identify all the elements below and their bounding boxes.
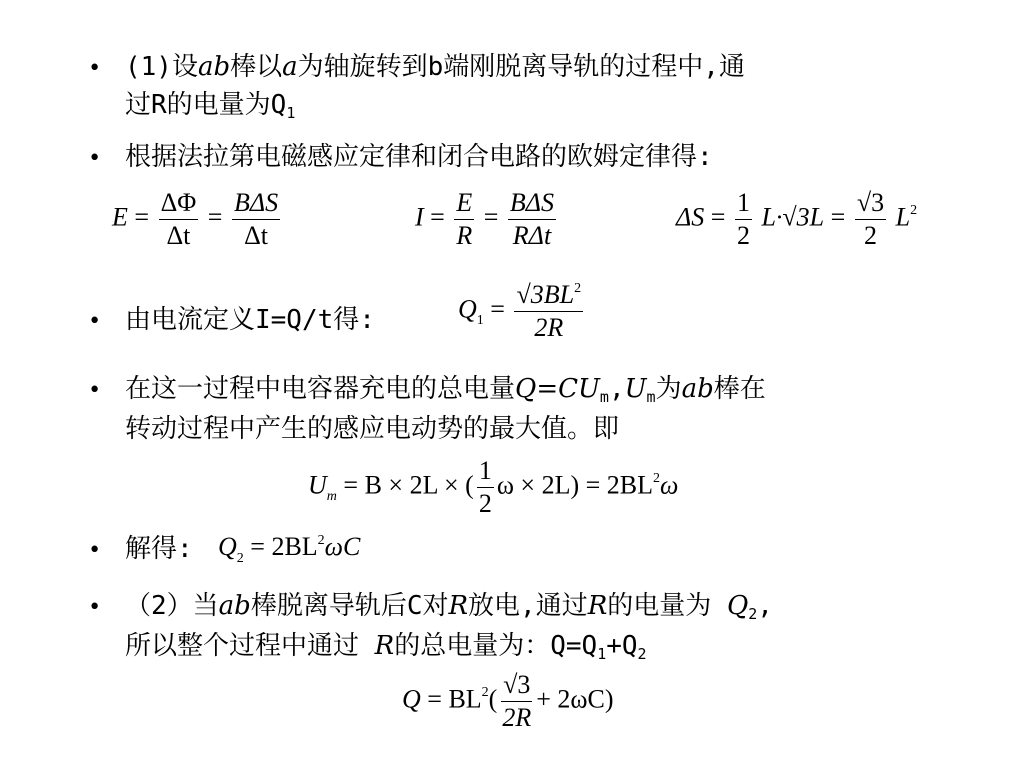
paragraph-1-line-2: 过R的电量为$Q_1$ [125,90,296,122]
bullet-3: • [88,309,102,334]
paragraph-4-line-1: 在这一过程中电容器充电的总电量$Q=CU_m,U_m$为ab棒在 [125,374,766,406]
paragraph-6-line-2: 所以整个过程中通过 R的总电量为：$Q=Q_1+Q_2$ [125,631,647,663]
paragraph-6-line-1: （2）当ab棒脱离导轨后C对R放电,通过R的电量为 $Q_2$, [125,591,773,623]
formula-q1: $Q_1$ = $\frac{√3BL^2}{2R}$ [458,280,582,342]
paragraph-3: 由电流定义I=Q/t得: [125,305,375,335]
paragraph-5: 解得: [125,534,193,564]
paragraph-4-line-2: 转动过程中产生的感应电动势的最大值。即 [125,414,620,444]
paragraph-1-line-1: (1)设ab棒以a为轴旋转到b端刚脱离导轨的过程中,通 [125,52,745,82]
bullet-6: • [88,595,102,620]
bullet-4: • [88,378,102,403]
formula-emf: E = $\frac{\Delta\Phi}{\Delta t}$ = $\frac{\text{BΔS}}{\Delta t}$ [112,188,279,250]
formula-current: I = $\frac{E}{R}$ = $\frac{\text{BΔS}}{\text{RΔt}}$ [415,188,555,250]
bullet-1: • [88,56,102,81]
paragraph-2: 根据法拉第电磁感应定律和闭合电路的欧姆定律得: [125,142,713,172]
formula-q2: $Q_2 = 2BL^2\omega C$ [218,532,361,566]
bullet-2: • [88,146,102,171]
bullet-5: • [88,538,102,563]
formula-q-total: $Q = BL^2$( $\frac{√3}{2R}$ + 2ωC) [402,670,614,732]
formula-um: $U_m = B \times 2L$ × ( $\frac{1}{2}$ $\omega \times 2L) = 2BL^2\omega$ [308,456,679,518]
formula-area: ΔS = $\frac{1}{2}$ L·√3L = $\frac{√3}{2}$ $L^2$ [676,188,918,250]
